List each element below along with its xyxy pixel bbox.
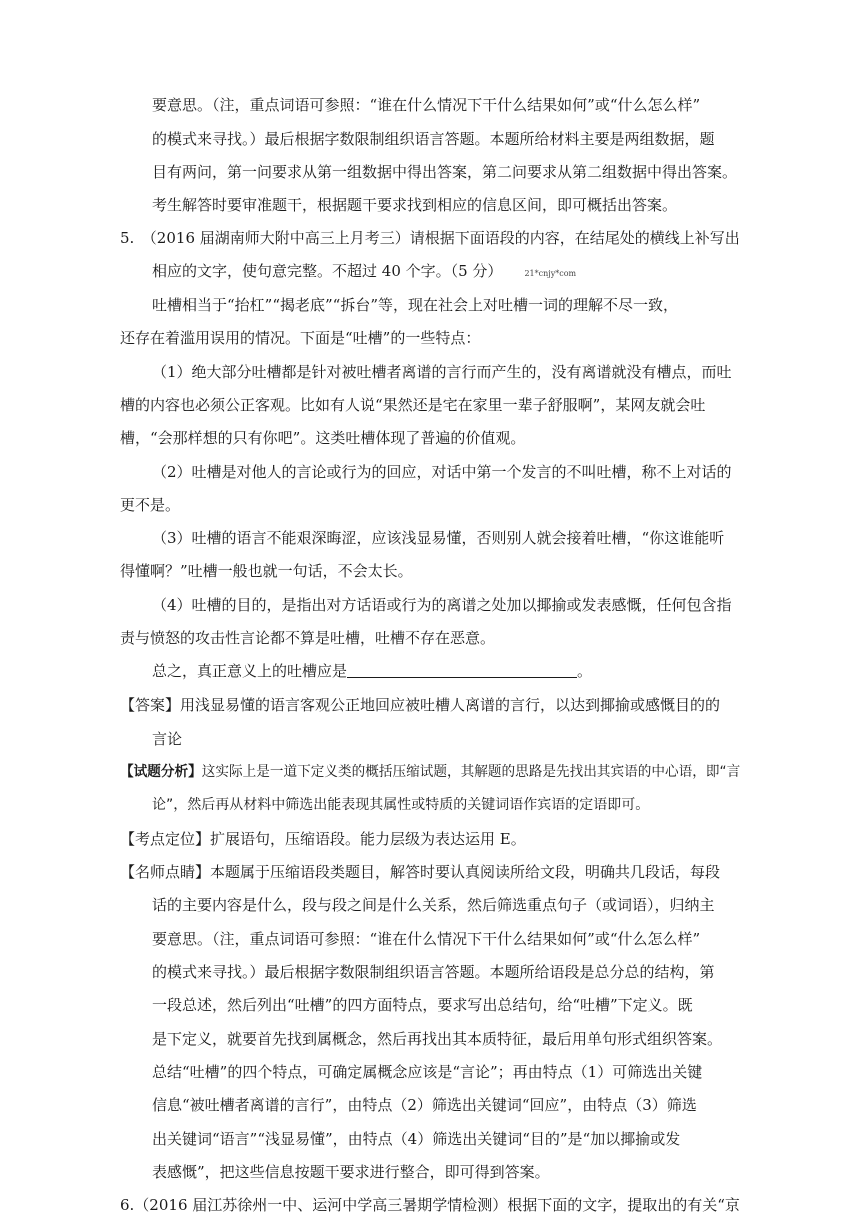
feature-1: （1）绝大部分吐槽都是针对被吐槽者离谱的言行而产生的，没有离谱就没有槽点，而吐 — [152, 363, 732, 381]
answer-text: 用浅显易懂的语言客观公正地回应被吐槽人离谱的言行，以达到揶揄或感慨目的的 — [180, 696, 721, 714]
passage-line: 吐槽相当于“抬杠”“揭老底”“拆台”等，现在社会上对吐槽一词的理解不尽一致， — [152, 296, 679, 314]
feature-4: （4）吐槽的目的，是指出对方话语或行为的离谱之处加以揶揄或发表感慨，任何包含指 — [152, 596, 732, 614]
mingshi-line: 话的主要内容是什么，段与段之间是什么关系，然后筛选重点句子（或词语），归纳主 — [152, 896, 715, 914]
analysis-block — [120, 762, 740, 782]
kaodian-label: 【考点定位】 — [120, 830, 211, 848]
answer-text-cont: 言论 — [152, 730, 183, 748]
feature-1-cont: 槽，“会那样想的只有你吧”。这类吐槽体现了普遍的价值观。 — [120, 429, 526, 447]
mingshi-text: 本题属于压缩语段类题目，解答时要认真阅读所给文段，明确共几段话，每段 — [210, 863, 721, 881]
mingshi-line: 是下定义，就要首先找到属概念，然后再找出其本质特征，最后用单句形式组织答案。 — [152, 1030, 723, 1048]
mingshi-label: 【名师点睛】 — [120, 863, 211, 881]
summary-line — [152, 661, 592, 681]
kaodian-block — [120, 829, 526, 849]
feature-3: （3）吐槽的语言不能艰深晦涩，应该浅显易懂，否则别人就会接着吐槽，“你这谁能听 — [152, 529, 725, 547]
answer-block — [120, 695, 720, 715]
mingshi-line: 的模式来寻找。）最后根据字数限制组织语言答题。本题所给语段是总分总的结构，第 — [152, 963, 715, 981]
kaodian-text: 扩展语句，压缩语段。能力层级为表达运用 E。 — [210, 830, 526, 848]
analysis-text-cont: 论”，然后再从材料中筛选出能表现其属性或特质的关键词语作宾语的定语即可。 — [152, 797, 650, 813]
answer-label: 【答案】 — [120, 696, 181, 714]
feature-2: （2）吐槽是对他人的言论或行为的回应，对话中第一个发言的不叫吐槽，称不上对话的 — [152, 463, 732, 481]
mingshi-line: 总结“吐槽”的四个特点，可确定属概念应该是“言论”；再由特点（1）可筛选出关键 — [152, 1063, 703, 1081]
question-5-instruction-text: 相应的文字，使句意完整。不超过 40 个字。（5 分） — [152, 262, 503, 280]
feature-3-cont: 得懂啊？”吐槽一般也就一句话，不会太长。 — [120, 562, 413, 580]
analysis-label: 【试题分析】 — [120, 764, 202, 780]
passage-line: 还存在着滥用误用的情况。下面是“吐槽”的一些特点： — [120, 329, 481, 347]
summary-end: 。 — [577, 662, 593, 680]
mingshi-line: 信息“被吐槽者离谱的言行”，由特点（2）筛选出关键词“回应”，由特点（3）筛选 — [152, 1096, 697, 1114]
mingshi-line: 表感慨”，把这些信息按题干要求进行整合，即可得到答案。 — [152, 1163, 550, 1181]
watermark: 21*cnjy*com — [524, 269, 577, 278]
feature-1-cont: 槽的内容也必须公正客观。比如有人说“果然还是宅在家里一辈子舒服啊”，某网友就会吐 — [120, 396, 706, 414]
paragraph-line: 目有两问，第一问要求从第一组数据中得出答案，第二问要求从第二组数据中得出答案。 — [152, 163, 738, 181]
question-6-header: 6.（2016 届江苏徐州一中、运河中学高三暑期学情检测）根据下面的文字，提取出的有关“京 — [120, 1196, 740, 1214]
feature-4-cont: 责与愤怒的攻击性言论都不算是吐槽，吐槽不存在恶意。 — [120, 629, 496, 647]
question-5-instruction — [152, 261, 576, 284]
mingshi-line: 要意思。（注，重点词语可参照：“谁在什么情况下干什么结果如何”或“什么怎么样” — [152, 930, 701, 948]
paragraph-line: 考生解答时要审准题干，根据题干要求找到相应的信息区间，即可概括出答案。 — [152, 196, 678, 214]
paragraph-line: 要意思。（注，重点词语可参照：“谁在什么情况下干什么结果如何”或“什么怎么样” — [152, 96, 701, 114]
summary-text: 总之，真正意义上的吐槽应是 — [152, 662, 348, 680]
mingshi-line: 一段总述，然后列出“吐槽”的四方面特点，要求写出总结句，给“吐槽”下定义。既 — [152, 996, 693, 1014]
feature-2-cont: 更不是。 — [120, 496, 181, 514]
analysis-text: 这实际上是一道下定义类的概括压缩试题，其解题的思路是先找出其宾语的中心语，即“言 — [201, 764, 741, 780]
question-5-header: 5. （2016 届湖南师大附中高三上月考三）请根据下面语段的内容，在结尾处的横线上补写出 — [120, 229, 740, 247]
mingshi-line: 出关键词“语言”“浅显易懂”，由特点（4）筛选出关键词“目的”是“加以揶揄或发 — [152, 1130, 681, 1148]
mingshi-block — [120, 862, 720, 882]
answer-blank — [347, 663, 577, 678]
paragraph-line: 的模式来寻找。）最后根据字数限制组织语言答题。本题所给材料主要是两组数据，题 — [152, 130, 715, 148]
